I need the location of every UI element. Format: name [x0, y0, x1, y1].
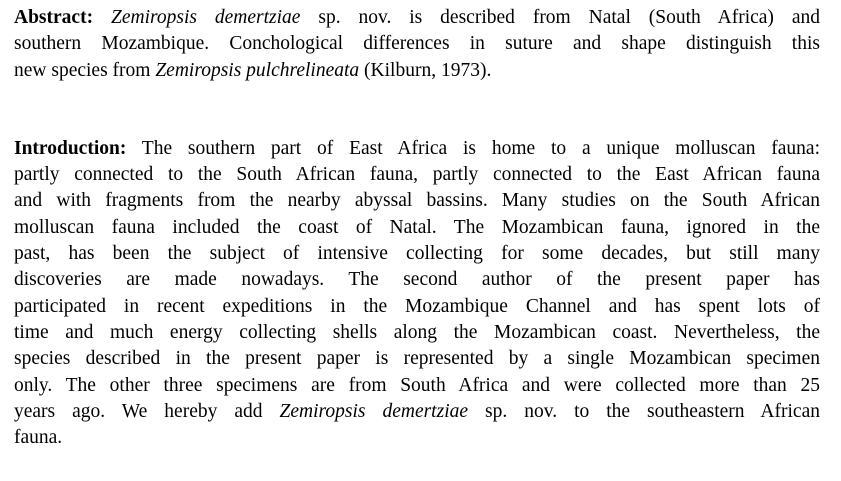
- introduction-line: [14, 320, 820, 346]
- abstract-text: sp. nov. is described from Natal (South Africa) and: [300, 7, 820, 28]
- introduction-line: [14, 425, 820, 451]
- abstract-text: (Kilburn, 1973).: [359, 59, 492, 81]
- introduction-text: participated in recent expeditions in the Mozambique Channel and has spent lots of: [14, 295, 820, 317]
- abstract-text: southern Mozambique. Conchological differences in suture and shape distinguish this: [14, 33, 820, 55]
- introduction-text: years ago. We hereby add: [14, 400, 280, 422]
- introduction-text: species described in the present paper is represented by a single Mozambican specimen: [14, 348, 820, 370]
- introduction-line: [14, 373, 820, 399]
- species-name: Zemiropsis demertziae: [279, 400, 469, 422]
- introduction-line: [14, 294, 820, 320]
- introduction-text: discoveries are made nowadays. The second author of the present paper has: [14, 269, 820, 291]
- introduction-label: Introduction:: [14, 137, 127, 159]
- introduction-line: [14, 346, 820, 372]
- species-name: Zemiropsis demertziae: [110, 7, 301, 28]
- introduction-text: molluscan fauna included the coast of Natal. The Mozambican fauna, ignored in the: [14, 216, 820, 238]
- introduction-text: past, has been the subject of intensive collecting for some decades, but still many: [14, 243, 820, 265]
- paper-page: [14, 5, 820, 451]
- abstract-line: [14, 31, 820, 57]
- introduction-text: only. The other three specimens are from South Africa and were collected more than 25: [14, 374, 820, 396]
- species-name: Zemiropsis pulchrelineata: [155, 59, 360, 81]
- abstract-paragraph: [14, 5, 820, 84]
- abstract-text: new species from: [14, 59, 156, 81]
- introduction-paragraph: [14, 136, 820, 452]
- abstract-text: [93, 7, 111, 28]
- introduction-text: The southern part of East Africa is home to a unique molluscan fauna:: [126, 137, 820, 159]
- introduction-text: fauna.: [14, 427, 63, 449]
- introduction-text: and with fragments from the nearby abyssal bassins. Many studies on the South African: [14, 190, 820, 212]
- introduction-text: partly connected to the South African fauna, partly connected to the East African fauna: [14, 164, 820, 186]
- introduction-line: [14, 162, 820, 188]
- introduction-line: [14, 241, 820, 267]
- introduction-line: [14, 267, 820, 293]
- abstract-line: [14, 5, 820, 31]
- introduction-text: time and much energy collecting shells along the Mozambican coast. Nevertheless, the: [14, 321, 820, 343]
- introduction-line: [14, 188, 820, 214]
- abstract-line: [14, 58, 820, 84]
- introduction-line: [14, 136, 820, 162]
- introduction-line: [14, 215, 820, 241]
- introduction-text: sp. nov. to the southeastern African: [468, 400, 820, 422]
- abstract-label: Abstract:: [14, 7, 94, 28]
- introduction-line: [14, 399, 820, 425]
